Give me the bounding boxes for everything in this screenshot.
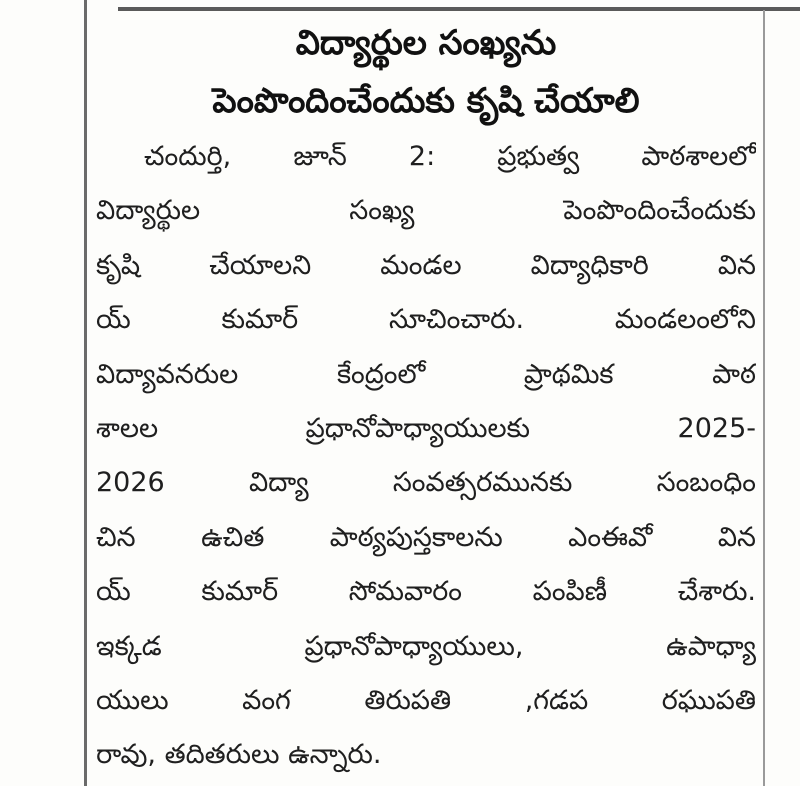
body-line: శాలల ప్రధానోపాధ్యాయులకు 2025- bbox=[96, 413, 756, 445]
body-line: యులు వంగ తిరుపతి ,గడప రఘుపతి bbox=[96, 685, 756, 717]
body-line-last: రావు, తదితరులు ఉన్నారు. bbox=[96, 739, 382, 771]
right-column-rule bbox=[763, 10, 765, 786]
top-column-rule bbox=[118, 7, 800, 11]
body-line: ఇక్కడ ప్రధానోపాధ్యాయులు, ఉపాధ్యా bbox=[96, 630, 756, 662]
body-line: విద్యార్థుల సంఖ్య పెంపొందించేందుకు bbox=[96, 195, 756, 227]
body-line-dateline: చందుర్తి, జూన్ 2: ప్రభుత్వ పాఠశాలలో bbox=[144, 141, 756, 172]
body-line: కృషి చేయాలని మండల విద్యాధికారి విన bbox=[96, 249, 756, 281]
body-line: చిన ఉచిత పాఠ్యపుస్తకాలను ఎంఈవో విన bbox=[96, 521, 756, 553]
body-line: య్ కుమార్ సూచించారు. మండలంలోని bbox=[96, 304, 756, 336]
body-line: 2026 విద్యా సంవత్సరమునకు సంబంధిం bbox=[96, 467, 756, 499]
headline-line: విద్యార్థుల సంఖ్యను bbox=[295, 23, 557, 63]
left-column-rule bbox=[84, 0, 87, 786]
news-article bbox=[96, 14, 756, 786]
body-line: య్ కుమార్ సోమవారం పంపిణీ చేశారు. bbox=[96, 576, 756, 608]
body-line: విద్యావనరుల కేంద్రంలో ప్రాథమిక పాఠ bbox=[96, 358, 756, 390]
article-headline bbox=[96, 14, 756, 130]
article-body bbox=[96, 130, 756, 783]
headline-line: పెంపొందించేందుకు కృషి చేయాలి bbox=[212, 81, 640, 121]
